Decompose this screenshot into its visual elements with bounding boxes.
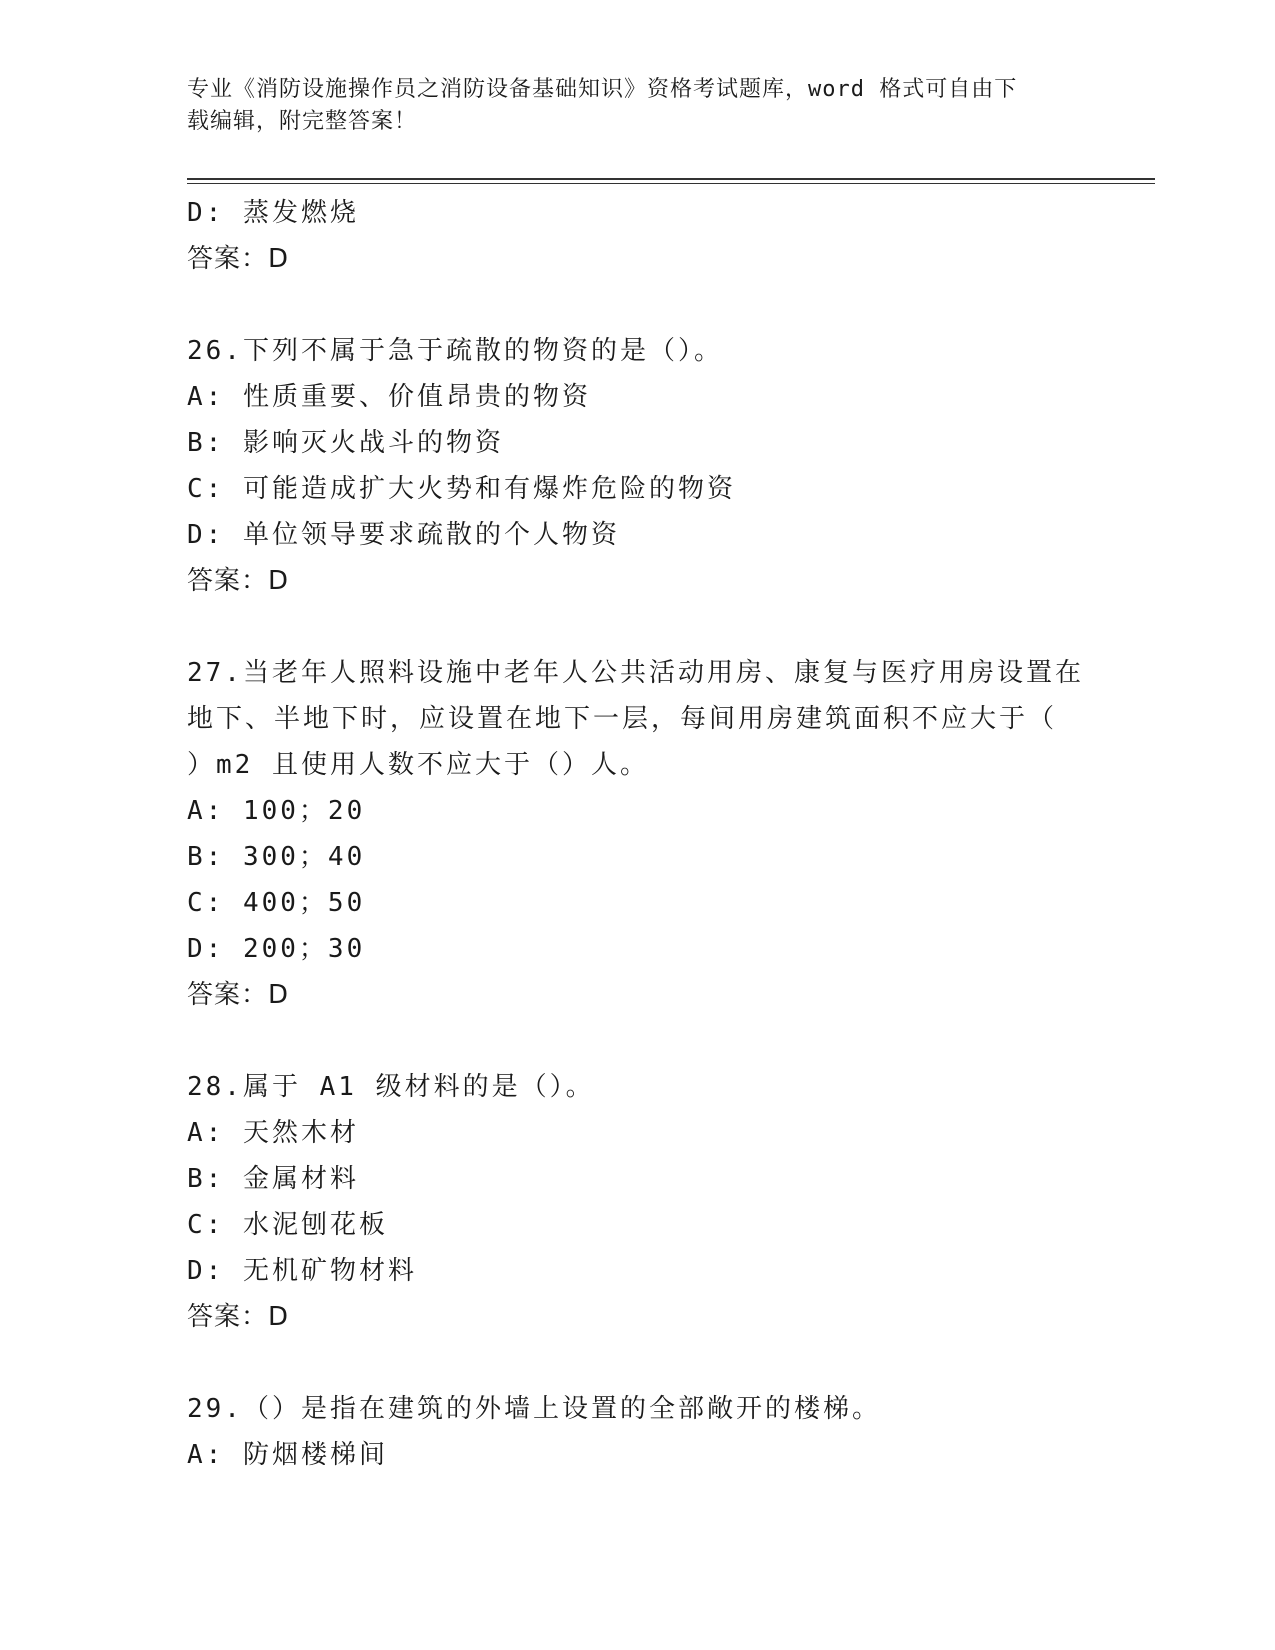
question-stem: 26.下列不属于急于疏散的物资的是（）。 bbox=[187, 336, 723, 366]
document-header bbox=[187, 74, 1087, 138]
question-29 bbox=[187, 1386, 1087, 1478]
question-28 bbox=[187, 1064, 1087, 1340]
question-25-tail bbox=[187, 190, 1087, 282]
option-c: C: 可能造成扩大火势和有爆炸危险的物资 bbox=[187, 474, 736, 504]
option-d: D: 无机矿物材料 bbox=[187, 1256, 417, 1286]
spacer bbox=[187, 604, 1087, 650]
answer: 答案：D bbox=[187, 566, 290, 596]
spacer bbox=[187, 1018, 1087, 1064]
option-a: A: 100；20 bbox=[187, 796, 366, 826]
answer: 答案：D bbox=[187, 980, 290, 1010]
option-c: C: 水泥刨花板 bbox=[187, 1210, 388, 1240]
question-stem-line-1: 27.当老年人照料设施中老年人公共活动用房、康复与医疗用房设置在 bbox=[187, 658, 1084, 688]
option-b: B: 300；40 bbox=[187, 842, 366, 872]
option-a: A: 性质重要、价值昂贵的物资 bbox=[187, 382, 591, 412]
question-list bbox=[187, 190, 1087, 1478]
question-26 bbox=[187, 328, 1087, 604]
header-divider bbox=[187, 178, 1155, 184]
answer: 答案：D bbox=[187, 1302, 290, 1332]
header-line-1: 专业《消防设施操作员之消防设备基础知识》资格考试题库，word 格式可自由下 bbox=[187, 77, 1018, 102]
question-stem: 29.（）是指在建筑的外墙上设置的全部敞开的楼梯。 bbox=[187, 1394, 881, 1424]
option-a: A: 天然木材 bbox=[187, 1118, 359, 1148]
question-stem-line-2: 地下、半地下时，应设置在地下一层，每间用房建筑面积不应大于（ bbox=[187, 704, 1058, 734]
answer: 答案：D bbox=[187, 244, 290, 274]
spacer bbox=[187, 1340, 1087, 1386]
option-b: B: 金属材料 bbox=[187, 1164, 359, 1194]
question-stem-line-3: ）m2 且使用人数不应大于（）人。 bbox=[187, 750, 649, 780]
question-27 bbox=[187, 650, 1087, 1018]
spacer bbox=[187, 282, 1087, 328]
option-d: D: 单位领导要求疏散的个人物资 bbox=[187, 520, 620, 550]
option-c: C: 400；50 bbox=[187, 888, 366, 918]
option-d: D: 蒸发燃烧 bbox=[187, 198, 359, 228]
question-stem: 28.属于 A1 级材料的是（）。 bbox=[187, 1072, 595, 1102]
header-line-2: 载编辑，附完整答案！ bbox=[187, 109, 418, 134]
option-b: B: 影响灭火战斗的物资 bbox=[187, 428, 504, 458]
option-d: D: 200；30 bbox=[187, 934, 366, 964]
option-a: A: 防烟楼梯间 bbox=[187, 1440, 388, 1470]
